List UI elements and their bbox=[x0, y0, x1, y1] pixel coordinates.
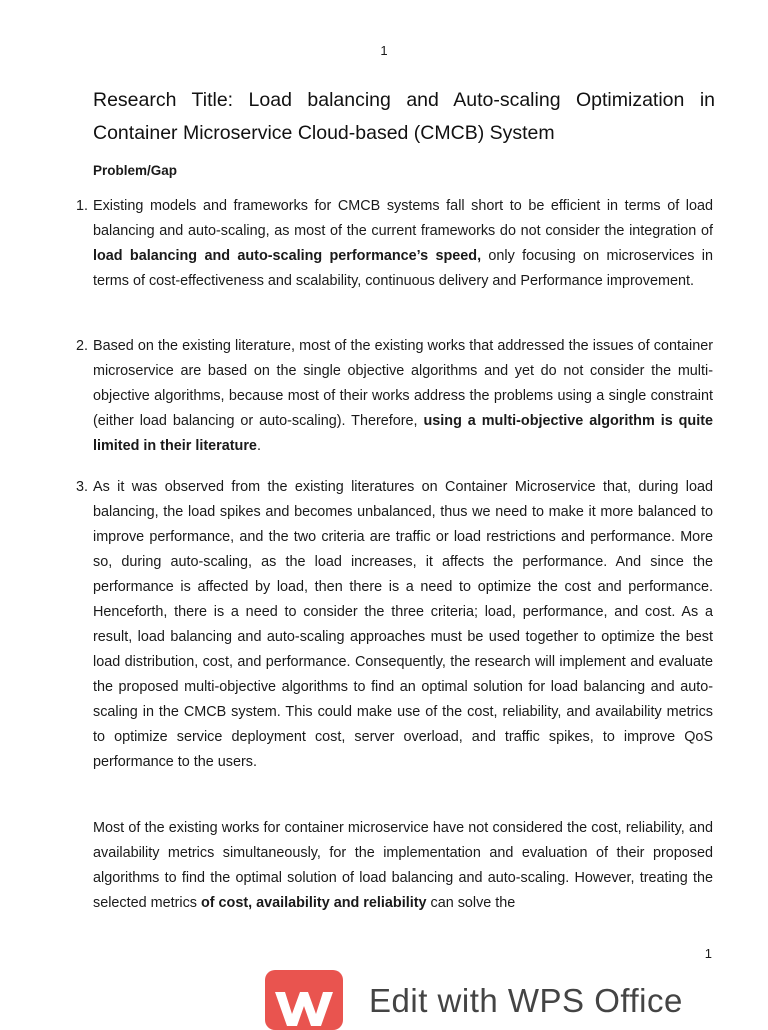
item-2-bold: using a multi-objective algorithm is quite limited in their literature bbox=[93, 413, 714, 454]
research-title: Research Title: Load balancing and Auto-scaling Optimization in Container Microservice Cloud-based (CMCB) System bbox=[93, 89, 715, 144]
item-3-text: As it was observed from the existing literatures on Container Microservice that, during load balancing, the load spikes and becomes unbalanced, thus we need to make it more balanced to improve performance, and the two criteria are traffic or load restrictions and performance. More so, during auto-scaling, as the load increases, it affects the performance. And since the performance is affected by load, then there is a need to optimize the cost and performance. Henceforth, there is a need to consider the three criteria; load, performance, and cost. As a result, load balancing and auto-scaling approaches must be used together to optimize the best load distribution, cost, and performance. Consequently, the research will implement and evaluate the proposed multi-objective algorithms to find an optimal solution for load balancing and auto-scaling in the CMCB system. This could make use of the cost, reliability, and availability metrics to optimize service deployment cost, server overload, and traffic spikes, to improve QoS performance to the users. bbox=[93, 479, 713, 770]
item-1-bold: load balancing and auto-scaling performance’s speed, bbox=[93, 248, 482, 264]
footer-page-number: 1 bbox=[704, 946, 712, 961]
item-1-text: Existing models and frameworks for CMCB systems fall short to be efficient in terms of load balancing and auto-scaling, as most of the current frameworks do not consider the integration of load balancing and auto-scaling performance’s speed, only focusing on microservices in terms of cost-effectiveness and scalability, continuous delivery and Performance improvement. bbox=[93, 198, 713, 289]
item-2-text: Based on the existing literature, most of the existing works that addressed the issues of container microservice are based on the single objective algorithms and yet do not consider the multi-objective algorithms, because most of their works address the problems using a single constraint (either load balancing or auto-scaling). Therefore, using a multi-objective algorithm is quite limited in their literature. bbox=[93, 338, 714, 454]
closing-bold: of cost, availability and reliability bbox=[200, 895, 427, 911]
wps-logo-icon bbox=[265, 970, 343, 1030]
header-page-number: 1 bbox=[380, 43, 388, 58]
item-2-number: 2. bbox=[75, 338, 88, 354]
wps-banner-text: Edit with WPS Office bbox=[369, 982, 683, 1019]
item-1-number: 1. bbox=[75, 198, 88, 214]
wps-banner[interactable] bbox=[265, 968, 725, 1024]
item-3-number: 3. bbox=[75, 479, 88, 495]
section-heading: Problem/Gap bbox=[93, 163, 178, 178]
closing-paragraph: Most of the existing works for container microservice have not considered the cost, reliability, and availability metrics simultaneously, for the implementation and evaluation of their proposed algorithms to find the optimal solution of load balancing and auto-scaling. However, treating the selected metrics of cost, availability and reliability can solve the bbox=[93, 820, 713, 911]
